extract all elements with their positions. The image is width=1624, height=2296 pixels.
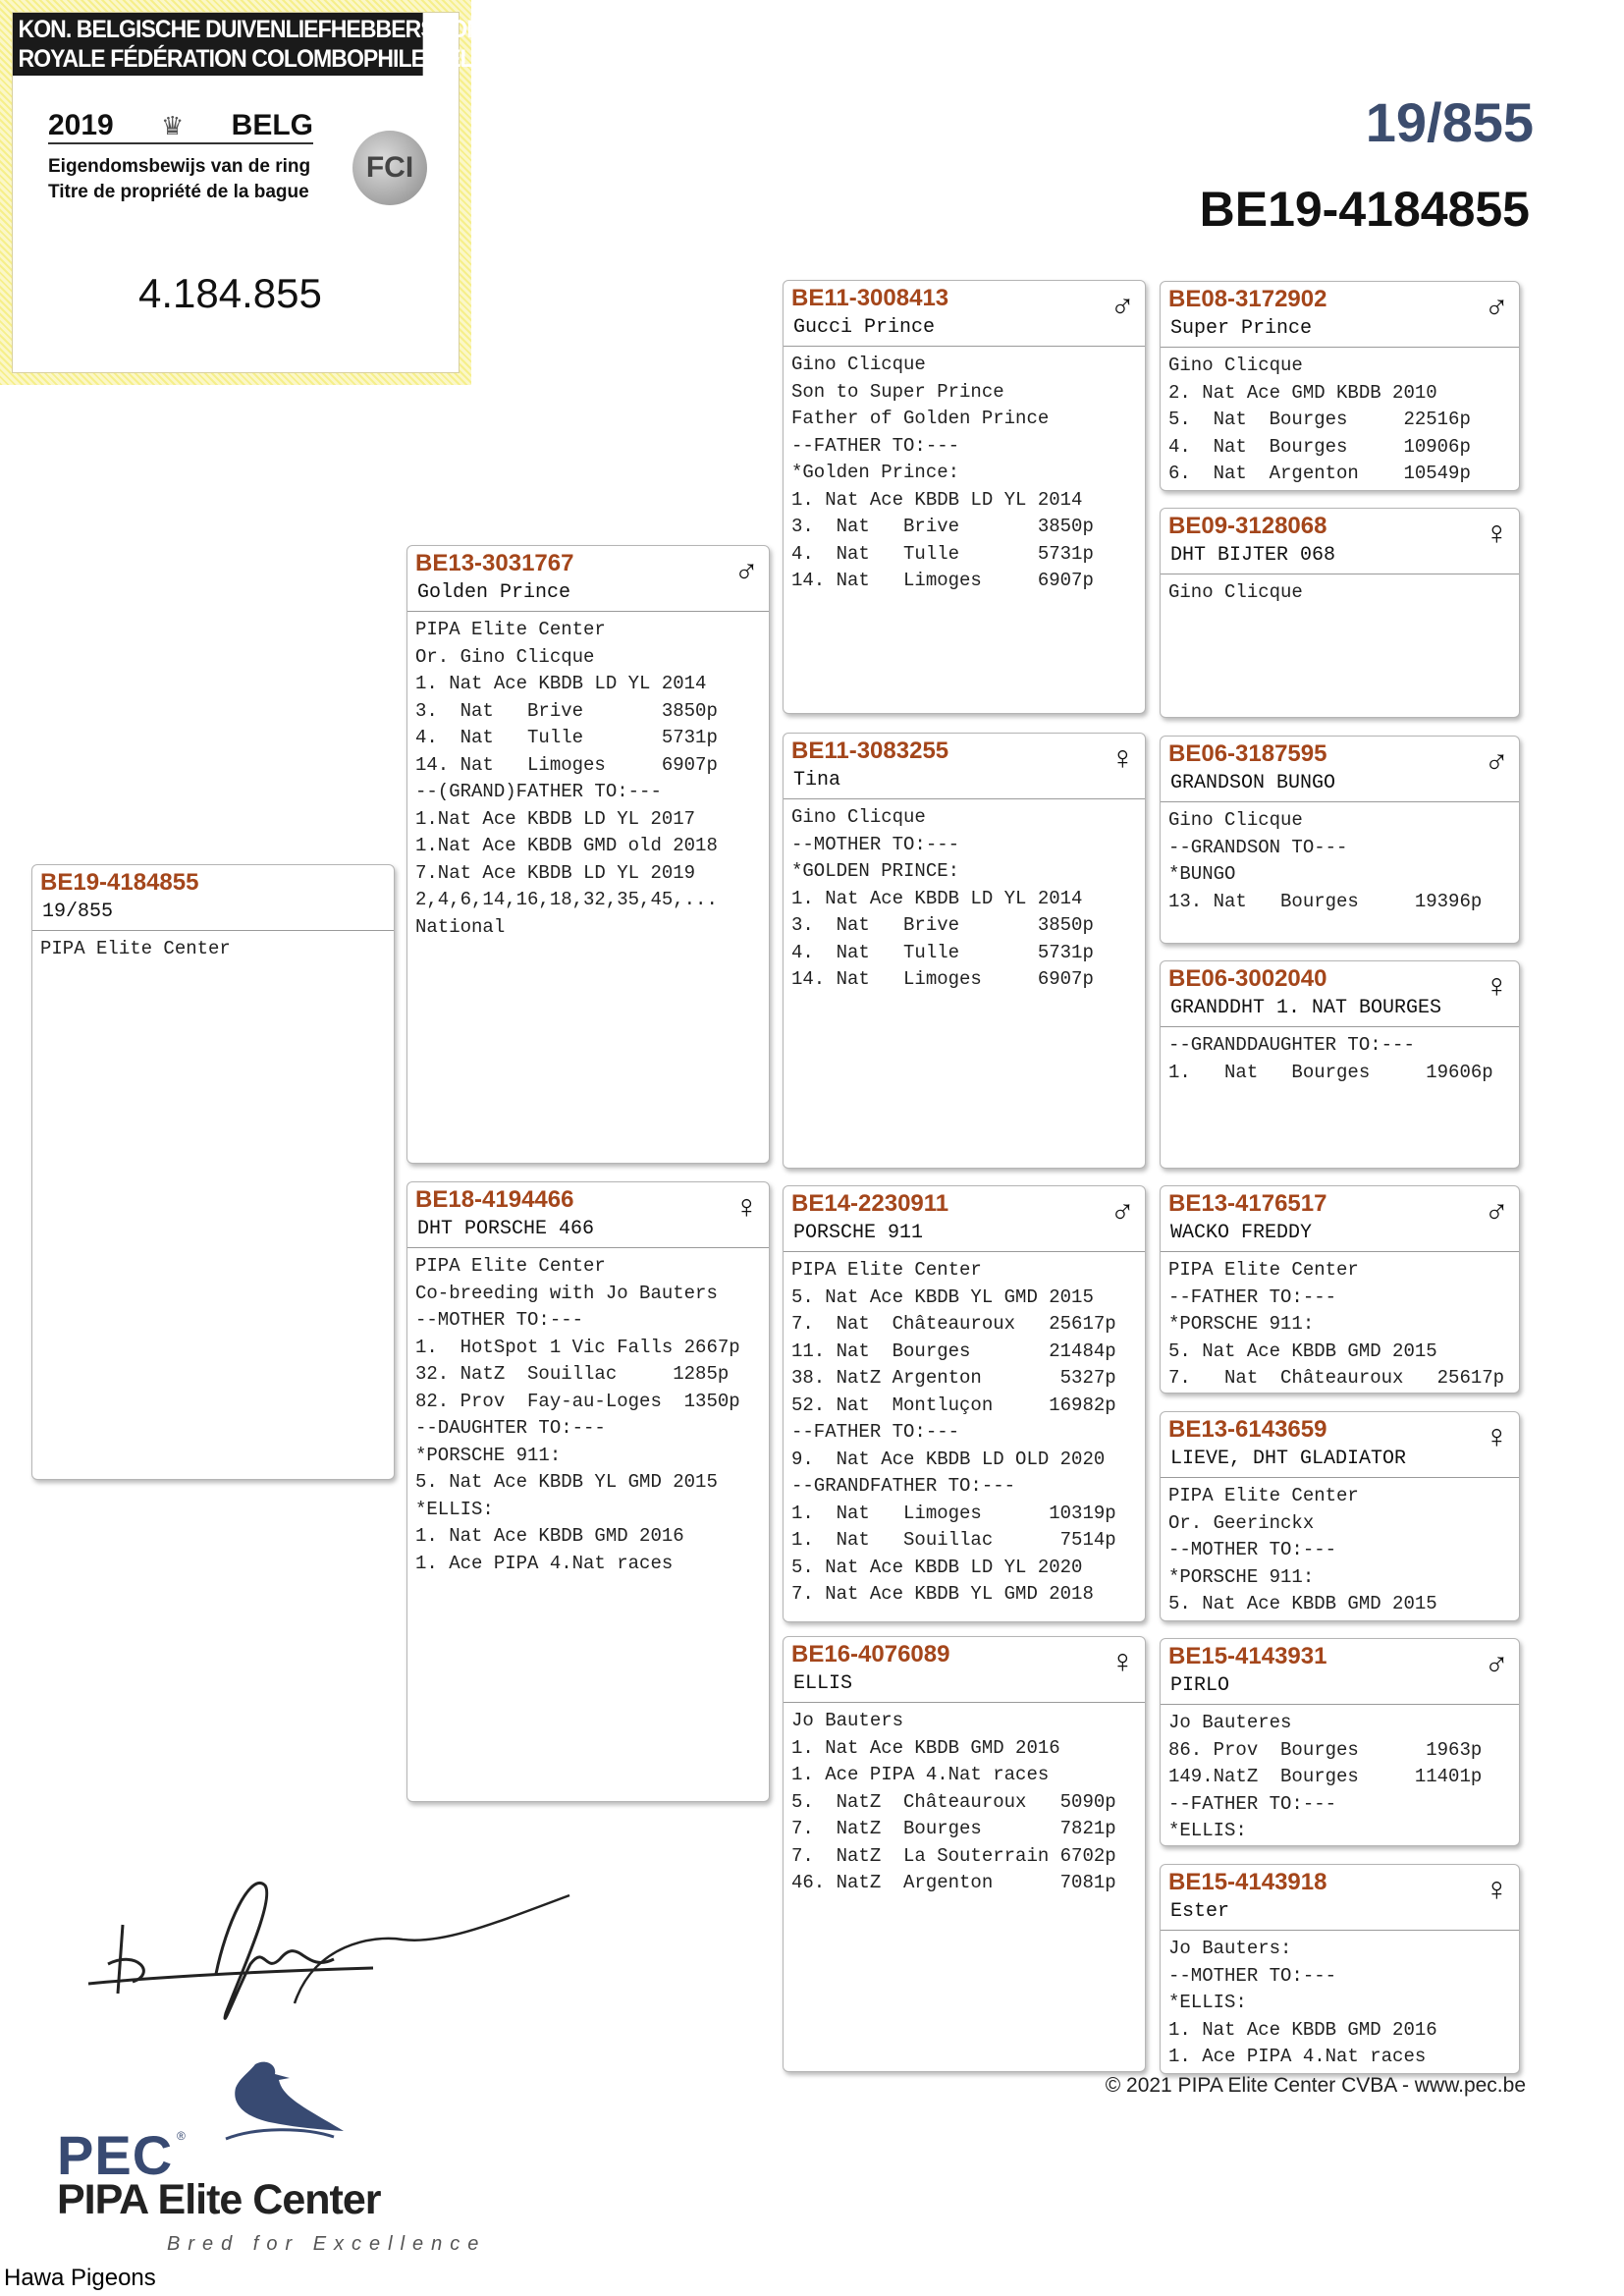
card-details: [791, 352, 1137, 595]
pedigree-card-dds: [1160, 1638, 1520, 1846]
card-divider: [784, 346, 1145, 347]
card-pigeon-name: PORSCHE 911: [793, 1222, 924, 1244]
pedigree-card-sds: [1160, 736, 1520, 944]
card-detail-line: 4. Nat Tulle 5731p: [415, 727, 718, 748]
pedigree-card-sire: [406, 545, 770, 1164]
card-details: [415, 1253, 761, 1577]
card-details: [1168, 579, 1511, 607]
card-detail-line: 7. Nat Châteauroux 25617p: [1168, 1367, 1505, 1389]
card-detail-line: Jo Bauters:: [1168, 1938, 1292, 1959]
card-detail-line: --(GRAND)FATHER TO:---: [415, 781, 662, 802]
card-detail-line: --FATHER TO:---: [1168, 1792, 1337, 1815]
card-detail-line: 7. NatZ Bourges 7821p: [791, 1818, 1116, 1839]
card-detail-line: --GRANDFATHER TO:---: [791, 1475, 1016, 1497]
card-detail-line: PIPA Elite Center: [415, 619, 606, 640]
card-pigeon-name: 19/855: [42, 901, 114, 923]
female-icon: ♀: [1484, 967, 1509, 1005]
card-ring-number: BE06-3187595: [1168, 740, 1327, 767]
card-divider: [407, 611, 769, 612]
card-ring-number: BE11-3008413: [791, 285, 949, 311]
pedigree-card-sdd: [1160, 960, 1520, 1169]
card-detail-line: 1. Nat Souillac 7514p: [791, 1529, 1116, 1551]
ring-country: BELG: [231, 109, 313, 141]
male-icon: ♂: [1110, 1192, 1135, 1230]
card-divider: [1161, 1704, 1519, 1705]
card-detail-line: Or. Geerinckx: [1168, 1511, 1315, 1534]
card-pigeon-name: WACKO FREDDY: [1170, 1222, 1313, 1244]
card-detail-line: *BUNGO: [1168, 863, 1236, 885]
card-ring-number: BE11-3083255: [791, 738, 949, 764]
card-detail-line: 5. NatZ Châteauroux 5090p: [791, 1790, 1116, 1813]
card-detail-line: Gino Clicque: [791, 354, 926, 375]
card-pigeon-name: GRANDDHT 1. NAT BOURGES: [1170, 997, 1442, 1019]
male-icon: ♂: [1484, 742, 1509, 780]
card-detail-line: *Golden Prince:: [791, 462, 960, 483]
card-detail-line: Father of Golden Prince: [791, 408, 1050, 429]
ring-year: 2019: [48, 109, 114, 141]
card-divider: [784, 1702, 1145, 1703]
card-detail-line: 32. NatZ Souillac 1285p: [415, 1363, 730, 1385]
card-detail-line: *ELLIS:: [415, 1498, 494, 1520]
card-detail-line: *PORSCHE 911:: [415, 1444, 562, 1466]
card-ring-number: BE15-4143918: [1168, 1869, 1327, 1895]
card-details: [1168, 1936, 1511, 2071]
card-detail-line: Gino Clicque: [1168, 581, 1303, 603]
card-divider: [1161, 1477, 1519, 1478]
card-detail-line: --MOTHER TO:---: [791, 833, 960, 855]
ring-ownership-card: [0, 0, 505, 385]
female-icon: ♀: [1484, 515, 1509, 552]
card-detail-line: PIPA Elite Center: [40, 938, 231, 959]
female-icon: ♀: [1484, 1418, 1509, 1455]
card-detail-line: *GOLDEN PRINCE:: [791, 860, 960, 882]
card-detail-line: --MOTHER TO:---: [415, 1309, 584, 1331]
handwritten-signature: [79, 1866, 589, 2057]
ring-card-inner: [12, 12, 505, 373]
card-detail-line: PIPA Elite Center: [791, 1259, 982, 1281]
card-pigeon-name: DHT PORSCHE 466: [417, 1218, 595, 1240]
ring-subtitle-nl: Eigendomsbewijs van de ring: [48, 156, 311, 177]
card-details: [1168, 1483, 1511, 1618]
card-pigeon-name: Gucci Prince: [793, 316, 936, 339]
card-detail-line: 4. Nat Tulle 5731p: [791, 542, 1094, 565]
card-detail-line: --GRANDSON TO---: [1168, 836, 1348, 858]
card-ring-number: BE18-4194466: [415, 1186, 574, 1213]
card-detail-line: 3. Nat Brive 3850p: [791, 516, 1094, 537]
card-detail-line: 3. Nat Brive 3850p: [415, 699, 718, 722]
card-detail-line: *PORSCHE 911:: [1168, 1313, 1315, 1335]
card-detail-line: 2. Nat Ace GMD KBDB 2010: [1168, 381, 1437, 404]
card-ring-number: BE13-6143659: [1168, 1416, 1327, 1443]
pedigree-card-dam: [406, 1181, 770, 1802]
male-icon: ♂: [1110, 287, 1135, 324]
crown-icon: ♛: [161, 110, 185, 140]
card-detail-line: *ELLIS:: [1168, 1820, 1247, 1841]
card-detail-line: Jo Bauteres: [1168, 1712, 1292, 1733]
card-detail-line: --FATHER TO:---: [791, 434, 960, 457]
male-icon: ♂: [1484, 1192, 1509, 1230]
card-details: [791, 1708, 1137, 1897]
card-detail-line: 1. Nat Ace KBDB LD YL 2014: [791, 488, 1083, 511]
card-detail-line: Jo Bauters: [791, 1710, 904, 1731]
card-detail-line: 11. Nat Bourges 21484p: [791, 1339, 1116, 1362]
card-detail-line: Gino Clicque: [1168, 809, 1303, 831]
card-detail-line: 7. Nat Châteauroux 25617p: [791, 1313, 1116, 1335]
card-detail-line: 5. Nat Bourges 22516p: [1168, 409, 1471, 430]
card-detail-line: 1. Ace PIPA 4.Nat races: [415, 1552, 674, 1574]
card-detail-line: 1. Nat Ace KBDB LD YL 2014: [415, 673, 707, 694]
card-detail-line: 9. Nat Ace KBDB LD OLD 2020: [791, 1448, 1106, 1470]
brand-tagline: Bred for Excellence: [167, 2233, 487, 2255]
card-detail-line: PIPA Elite Center: [1168, 1485, 1359, 1506]
card-detail-line: --GRANDDAUGHTER TO:---: [1168, 1034, 1415, 1056]
male-icon: ♂: [1484, 1645, 1509, 1682]
card-detail-line: Gino Clicque: [1168, 355, 1303, 376]
card-details: [791, 1257, 1137, 1609]
card-ring-number: BE09-3128068: [1168, 513, 1327, 539]
pec-letters: PEC: [57, 2124, 174, 2186]
registered-mark: ®: [177, 2129, 186, 2143]
card-divider: [1161, 1930, 1519, 1931]
ring-number: 4.184.855: [138, 270, 322, 316]
card-ring-number: BE08-3172902: [1168, 286, 1327, 312]
federation-header: [13, 13, 505, 76]
pedigree-card-subject: [31, 864, 395, 1480]
card-detail-line: 1.Nat Ace KBDB LD YL 2017: [415, 807, 696, 830]
card-detail-line: 1. Nat Ace KBDB GMD 2016: [791, 1736, 1060, 1759]
card-detail-line: 5. Nat Ace KBDB GMD 2015: [1168, 1593, 1437, 1614]
female-icon: ♀: [733, 1188, 759, 1226]
card-details: [791, 804, 1137, 994]
pedigree-card-dsd: [1160, 1411, 1520, 1621]
card-divider: [1161, 347, 1519, 348]
card-ring-number: BE13-4176517: [1168, 1190, 1327, 1217]
card-pigeon-name: ELLIS: [793, 1672, 853, 1695]
pedigree-card-sss: [1160, 281, 1520, 491]
card-details: [1168, 1032, 1511, 1086]
card-detail-line: 7.Nat Ace KBDB LD YL 2019: [415, 861, 696, 884]
card-detail-line: 149.NatZ Bourges 11401p: [1168, 1766, 1483, 1787]
card-detail-line: 1. Nat Ace KBDB GMD 2016: [1168, 2018, 1437, 2041]
pedigree-card-sire-sire: [783, 280, 1146, 714]
card-detail-line: 38. NatZ Argenton 5327p: [791, 1367, 1116, 1389]
pedigree-card-ddd: [1160, 1864, 1520, 2074]
card-divider: [407, 1247, 769, 1248]
card-detail-line: --MOTHER TO:---: [1168, 1964, 1337, 1987]
card-detail-line: PIPA Elite Center: [1168, 1259, 1359, 1281]
card-detail-line: National: [415, 915, 506, 938]
federation-name-nl: KON. BELGISCHE DUIVENLIEFHEBBERSBOND: [18, 16, 498, 43]
card-pigeon-name: DHT BIJTER 068: [1170, 544, 1336, 567]
card-detail-line: Son to Super Prince: [791, 380, 1004, 403]
card-divider: [1161, 801, 1519, 802]
card-detail-line: --DAUGHTER TO:---: [415, 1417, 606, 1439]
card-divider: [1161, 1251, 1519, 1252]
card-detail-line: --FATHER TO:---: [791, 1421, 960, 1443]
card-detail-line: 5. Nat Ace KBDB LD YL 2020: [791, 1556, 1083, 1578]
pedigree-card-dss: [1160, 1185, 1520, 1394]
card-ring-number: BE15-4143931: [1168, 1643, 1327, 1669]
fci-logo-icon: FCI: [352, 131, 427, 205]
pigeon-logo-icon: [196, 2058, 353, 2147]
pedigree-card-dam-dam: [783, 1636, 1146, 2072]
card-detail-line: 1. Nat Ace KBDB LD YL 2014: [791, 887, 1083, 909]
card-ring-number: BE06-3002040: [1168, 965, 1327, 992]
card-detail-line: 82. Prov Fay-au-Loges 1350p: [415, 1390, 740, 1412]
card-divider: [32, 930, 394, 931]
female-icon: ♀: [1484, 1871, 1509, 1908]
pedigree-card-ssd: [1160, 508, 1520, 718]
card-ring-number: BE13-3031767: [415, 550, 574, 576]
card-detail-line: 5. Nat Ace KBDB GMD 2015: [1168, 1339, 1437, 1362]
short-ring-number: 19/855: [1365, 91, 1534, 153]
watermark: Hawa Pigeons: [4, 2265, 156, 2291]
card-detail-line: --MOTHER TO:---: [1168, 1539, 1337, 1560]
card-detail-line: PIPA Elite Center: [415, 1255, 606, 1277]
card-detail-line: --FATHER TO:---: [1168, 1285, 1337, 1308]
card-detail-line: 1. Nat Limoges 10319p: [791, 1502, 1116, 1524]
card-detail-line: 4. Nat Bourges 10906p: [1168, 435, 1471, 458]
card-detail-line: 7. Nat Ace KBDB YL GMD 2018: [791, 1583, 1094, 1605]
card-detail-line: 1. HotSpot 1 Vic Falls 2667p: [415, 1336, 740, 1358]
card-detail-line: 7. NatZ La Souterrain 6702p: [791, 1844, 1116, 1867]
card-pigeon-name: Super Prince: [1170, 317, 1313, 340]
card-detail-line: 1. Ace PIPA 4.Nat races: [791, 1764, 1050, 1785]
ring-year-row: [48, 109, 313, 144]
card-pigeon-name: PIRLO: [1170, 1674, 1230, 1697]
card-ring-number: BE16-4076089: [791, 1641, 950, 1667]
card-ring-number: BE14-2230911: [791, 1190, 949, 1217]
card-detail-line: 5. Nat Ace KBDB YL GMD 2015: [415, 1471, 718, 1493]
brand-name: PIPA Elite Center: [57, 2176, 381, 2223]
card-detail-line: 86. Prov Bourges 1963p: [1168, 1738, 1483, 1761]
female-icon: ♀: [1110, 739, 1135, 777]
card-pigeon-name: GRANDSON BUNGO: [1170, 772, 1336, 794]
full-ring-number: BE19-4184855: [1199, 182, 1530, 237]
card-ring-number: BE19-4184855: [40, 869, 199, 896]
card-details: [40, 936, 386, 963]
card-detail-line: Co-breeding with Jo Bauters: [415, 1282, 718, 1304]
card-detail-line: *ELLIS:: [1168, 1992, 1247, 2013]
card-pigeon-name: Golden Prince: [417, 581, 571, 604]
male-icon: ♂: [733, 552, 759, 589]
card-detail-line: 5. Nat Ace KBDB YL GMD 2015: [791, 1285, 1094, 1308]
card-details: [1168, 807, 1511, 915]
card-details: [1168, 353, 1511, 488]
card-detail-line: 1. Nat Ace KBDB GMD 2016: [415, 1525, 684, 1547]
card-pigeon-name: Ester: [1170, 1900, 1230, 1923]
card-detail-line: 46. NatZ Argenton 7081p: [791, 1872, 1116, 1893]
ring-subtitle-fr: Titre de propriété de la bague: [48, 182, 309, 202]
card-detail-line: 14. Nat Limoges 6907p: [415, 753, 718, 776]
male-icon: ♂: [1484, 288, 1509, 325]
card-details: [1168, 1710, 1511, 1845]
pedigree-card-sire-dam: [783, 733, 1146, 1169]
card-pigeon-name: LIEVE, DHT GLADIATOR: [1170, 1448, 1407, 1470]
federation-name-fr: ROYALE FÉDÉRATION COLOMBOPHILE BELGE: [18, 45, 505, 73]
card-detail-line: Or. Gino Clicque: [415, 645, 595, 668]
card-divider: [1161, 1026, 1519, 1027]
card-detail-line: *PORSCHE 911:: [1168, 1565, 1315, 1588]
card-detail-line: 52. Nat Montluçon 16982p: [791, 1394, 1116, 1416]
card-detail-line: 1.Nat Ace KBDB GMD old 2018: [415, 835, 718, 856]
card-detail-line: Gino Clicque: [791, 806, 926, 828]
card-detail-line: 13. Nat Bourges 19396p: [1168, 890, 1483, 912]
copyright-footer: © 2021 PIPA Elite Center CVBA - www.pec.be: [1105, 2074, 1526, 2097]
card-divider: [784, 1251, 1145, 1252]
card-detail-line: 14. Nat Limoges 6907p: [791, 570, 1094, 591]
card-details: [1168, 1257, 1511, 1393]
card-detail-line: 1. Ace PIPA 4.Nat races: [1168, 2046, 1427, 2067]
card-pigeon-name: Tina: [793, 769, 841, 792]
card-detail-line: 2,4,6,14,16,18,32,35,45,...: [415, 889, 718, 910]
card-detail-line: 14. Nat Limoges 6907p: [791, 968, 1094, 990]
card-detail-line: 4. Nat Tulle 5731p: [791, 941, 1094, 963]
female-icon: ♀: [1110, 1643, 1135, 1680]
card-detail-line: 3. Nat Brive 3850p: [791, 914, 1094, 936]
card-divider: [784, 798, 1145, 799]
card-details: [415, 617, 761, 941]
card-detail-line: 1. Nat Bourges 19606p: [1168, 1061, 1493, 1083]
pedigree-card-dam-sire: [783, 1185, 1146, 1622]
card-detail-line: 6. Nat Argenton 10549p: [1168, 463, 1471, 484]
